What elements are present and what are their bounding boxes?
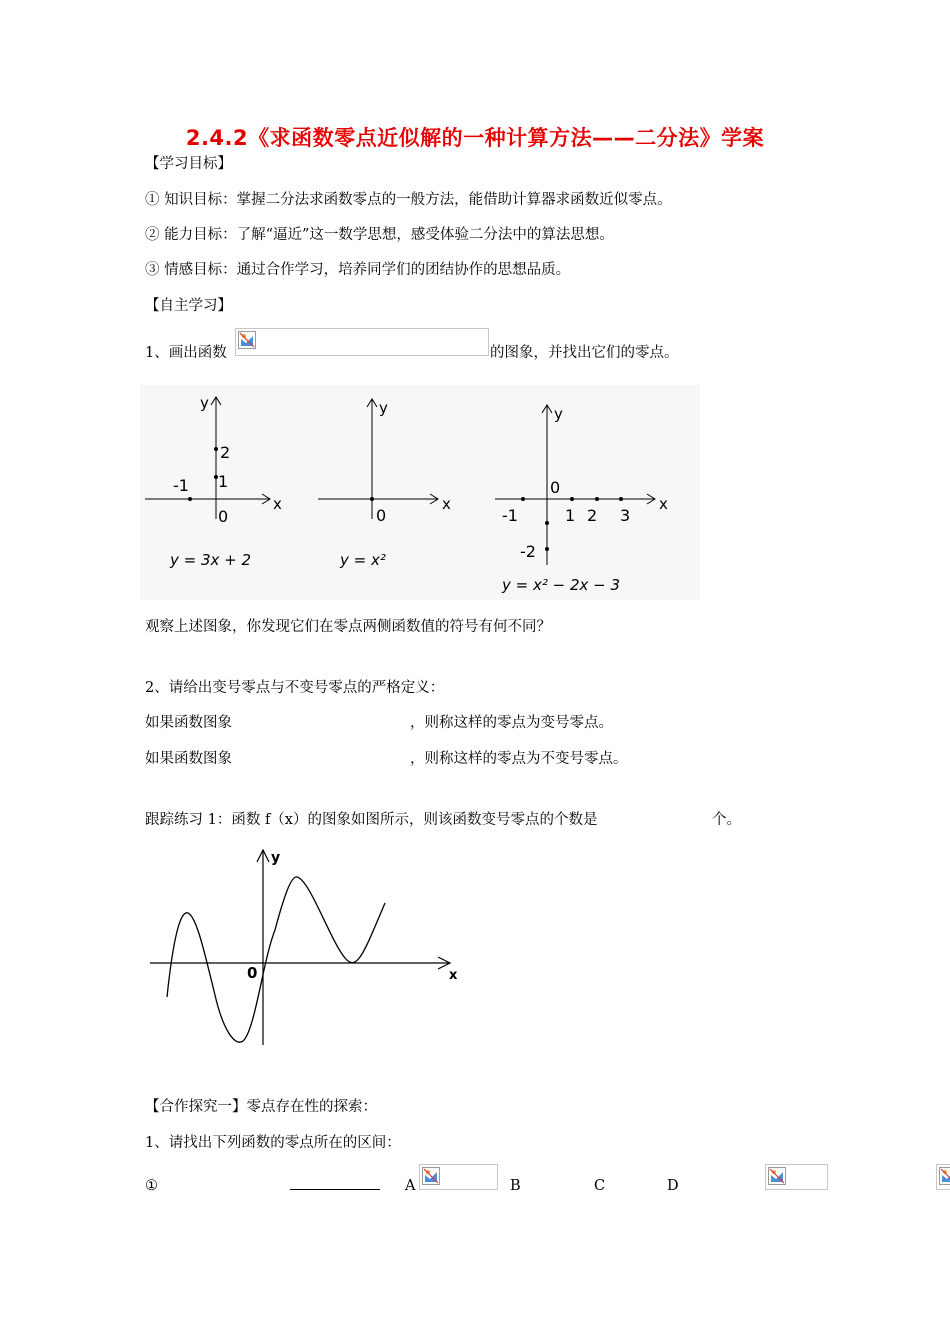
option-b-image[interactable]	[936, 1164, 950, 1190]
wave-function-graph	[145, 845, 465, 1050]
graph2-y-label: y	[379, 399, 388, 417]
definition-2-suffix: ，则称这样的零点为不变号零点。	[410, 751, 628, 767]
graph4-x-label: x	[449, 968, 458, 983]
section-coop-text: 零点存在性的探索：	[246, 1099, 377, 1115]
graph1-y-label: y	[200, 394, 209, 412]
graph1-tick-1: 1	[218, 472, 229, 491]
option-d-label: D	[667, 1178, 679, 1194]
broken-image-icon	[768, 1167, 786, 1185]
page-title: 2.4.2《求函数零点近似解的一种计算方法——二分法》学案	[185, 126, 765, 150]
graph4-origin: 0	[247, 964, 258, 982]
graph2-x-label: x	[442, 495, 451, 513]
graph1-point-2	[214, 447, 218, 451]
section-coop-heading	[145, 1097, 377, 1117]
goal-emotion: ③ 情感目标：通过合作学习，培养同学们的团结协作的思想品质。	[145, 262, 571, 278]
option-b-label: B	[510, 1178, 521, 1194]
graph2-origin-point	[370, 497, 374, 501]
practice-1-prefix: 跟踪练习 1：函数 f（x）的图象如图所示，则该函数变号零点的个数是	[145, 812, 598, 828]
option-a-image[interactable]	[765, 1164, 828, 1190]
graph1-origin: 0	[218, 507, 229, 526]
graph3-point-1	[570, 497, 574, 501]
graph4-curve	[167, 877, 385, 1042]
item-1-formula-image	[419, 1164, 498, 1190]
goal-knowledge: ① 知识目标：掌握二分法求函数零点的一般方法，能借助计算器求函数近似零点。	[145, 192, 672, 208]
graph1-caption: y = 3x + 2	[170, 551, 252, 569]
graph1-x-label: x	[273, 495, 282, 513]
graph1-point-neg1	[188, 497, 192, 501]
graph3-point-3	[619, 497, 623, 501]
graph3-x-label: x	[659, 495, 668, 513]
graph3-point-2	[595, 497, 599, 501]
graph3-tick-neg1: -1	[502, 506, 518, 525]
graph3-origin: 0	[550, 478, 561, 497]
option-a-label: A	[405, 1178, 416, 1194]
graph3-y-label: y	[554, 405, 563, 423]
graph3-point-neg2-y	[545, 547, 549, 551]
graph2-caption: y = x²	[340, 551, 386, 569]
formula-image-placeholder	[235, 328, 489, 356]
graph3-point-neg1	[521, 497, 525, 501]
coop-question-1: 1、请找出下列函数的零点所在的区间：	[145, 1135, 401, 1151]
graph3-point-neg1-y	[545, 521, 549, 525]
item-1-number: ①	[145, 1178, 158, 1194]
graph3-tick-neg2: -2	[520, 542, 536, 561]
graph3-caption: y = x² − 2x − 3	[502, 576, 621, 594]
definition-2-prefix: 如果函数图象	[145, 751, 232, 767]
graph3-tick-2: 2	[587, 506, 598, 525]
option-c-label: C	[594, 1178, 606, 1194]
section-self-study-heading: 【自主学习】	[145, 298, 232, 314]
question-2: 2、请给出变号零点与不变号零点的严格定义：	[145, 680, 445, 696]
goal-ability: ② 能力目标：了解“逼近”这一数学思想，感受体验二分法中的算法思想。	[145, 227, 614, 243]
graph4-y-label: y	[271, 850, 281, 866]
observe-question: 观察上述图象，你发现它们在零点两侧函数值的符号有何不同？	[145, 619, 551, 635]
item-1-answer-blank[interactable]	[290, 1189, 380, 1190]
graph1-tick-2: 2	[220, 443, 231, 462]
definition-1-suffix: ，则称这样的零点为变号零点。	[410, 715, 613, 731]
graph3-tick-3: 3	[620, 506, 631, 525]
broken-image-icon	[939, 1167, 950, 1185]
broken-image-icon	[422, 1167, 440, 1185]
three-function-graphs	[140, 385, 700, 600]
broken-image-icon	[238, 331, 256, 349]
graph1-tick-neg1: -1	[173, 476, 189, 495]
practice-1-suffix: 个。	[712, 812, 741, 828]
section-coop-label: 【合作探究一】	[145, 1099, 247, 1115]
question-1-suffix: 的图象，并找出它们的零点。	[490, 345, 679, 361]
graph2-origin: 0	[376, 506, 387, 525]
question-1-prefix: 1、画出函数	[145, 345, 227, 361]
graph3-tick-1: 1	[565, 506, 576, 525]
section-goals-heading: 【学习目标】	[145, 156, 232, 172]
definition-1-prefix: 如果函数图象	[145, 715, 232, 731]
